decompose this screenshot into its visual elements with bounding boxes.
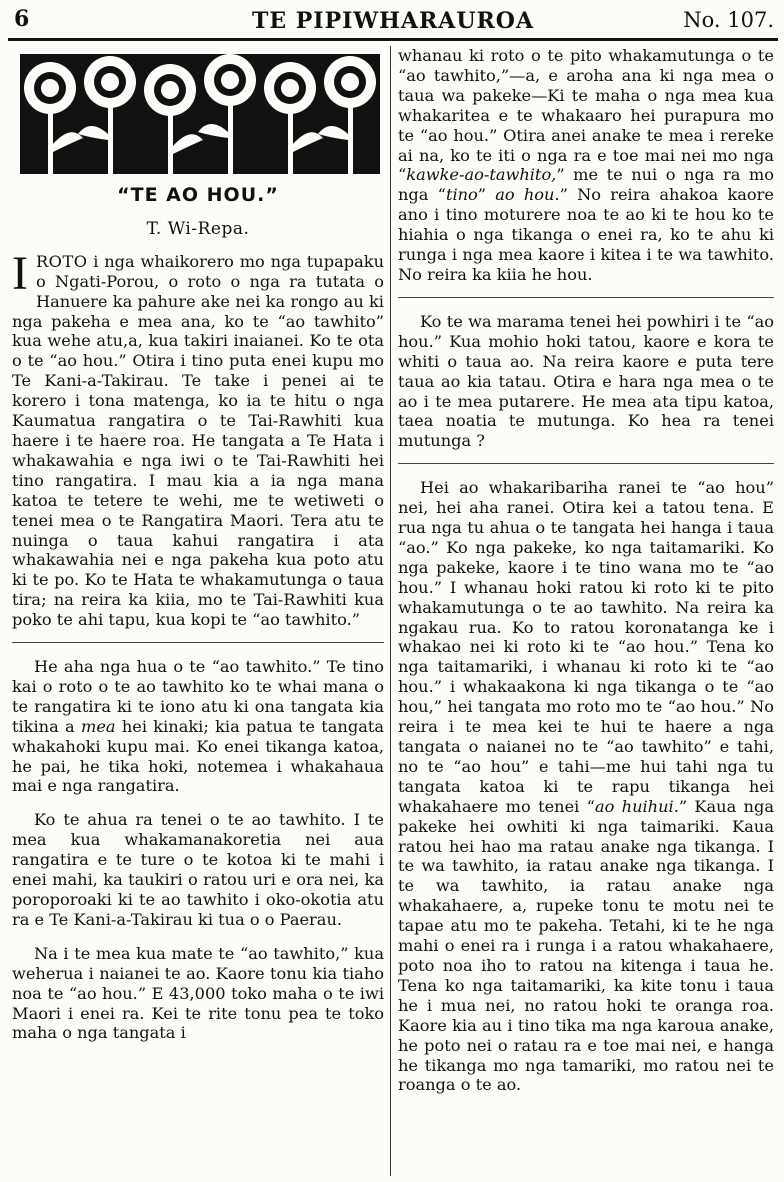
paragraph-separator	[12, 642, 384, 643]
paragraph-1: IROTO i nga whaikorero mo nga tupapaku o Ngati-Porou, o roto o nga ra tutata o Hanuere ka pahure ake nei ka rongo au ki nga pakeha e mea ana, ko te “ao tawhito” kua wehe atu,a, kua takiri inaianei. Ko te ota o te “ao hou.” Otira i tino puta enei kupu mo Te Kani-a-Takirau. Te take i penei ai te korero i tona matenga, ko ia te hitu o nga Kaumatua rangatira o te Tai-Rawhiti kua haere i te haere roa. He tangata a Te Hata i whakawahia e nga iwi o te Tai-Rawhiti hei tino rangatira. I mau kia a ia nga mana katoa te tetere te wehi, me te wetiweti o tenei mea o te Rangatira Maori. Tera atu te nuinga o taua kahui rangatira i ata whakawahia nei e nga pakeha kua poto atu ki te po. Ko te Hata te whakamutunga o taua tira; na reira ka kiia, mo te Tai-Rawhiti kua poko te ahi tapu, kua kopi te “ao tawhito.”	[12, 246, 384, 630]
paragraph-4: Na i te mea kua mate te “ao tawhito,” kua weherua i naianei te ao. Kaore tonu kia tiaho noa te “ao hou.” E 43,000 toko maha o te iwi Maori i enei ra. Kei te rite tonu pea te toko maha o nga tangata i	[12, 943, 384, 1043]
left-column	[12, 46, 384, 1043]
paragraph-6: Ko te wa marama tenei hei powhiri i te “ao hou.” Kua mohio hoki tatou, kaore e kora te whiti o taua ao. Na reira kaore e puta tere taua ao kia tatau. Otira e hara nga mea o te ao i te mea putarere. He mea ata tipu katoa, taea noatia te mutunga. Ko hea ra tenei mutunga ?	[398, 311, 774, 451]
page-header	[8, 6, 778, 40]
paragraph-separator	[398, 297, 774, 298]
flower-banner-illustration	[20, 54, 380, 174]
header-rule	[8, 38, 778, 41]
article-author: T. Wi-Repa.	[146, 218, 250, 239]
right-column	[398, 46, 774, 1095]
paragraph-7: Hei ao whakaribariha ranei te “ao hou” nei, hei aha ranei. Otira kei a tatou tena. E rua nga tu ahua o te tangata hei hanga i taua “ao.” Ko nga pakeke, ko nga taitamariki. Ko nga pakeke, kaore i te tino wana mo te “ao hou.” I whanau hoki ratou ki roto ki te pito whakamutunga o te ao tawhito. Na reira ka ngakau rua. Ko to ratou koronatanga ke i whakao nei ki roto ki te “ao hou.” Tena ko nga taitamariki, i whanau ki roto ki te “ao hou.” i whakaakona ki nga tikanga o te “ao hou,” hei tangata mo roto mo te “ao hou.” No reira i te mea kei te hui te haere a nga tangata o naianei no te “ao tawhito” e tahi, no te “ao hou” e tahi—me hui tahi nga tu tangata katoa ki te rapu tikanga hei whakahaere mo tenei “ao huihui.” Kaua nga pakeke hei owhiti ki nga taimariki. Kaua ratou hei hao ma ratau anake nga tikanga. I te wa tawhito, ia ratau anake nga tikanga. I te wa tawhito, ia ratau anake nga whakahaere, a, rupeke tonu te motu nei te tapae atu mo te pakeha. Tetahi, ki te he nga mahi o enei ra i runga i a ratou whakahaere, poto noa iho to ratou na kitenga i taua he. Tena ko nga taitamariki, ka kite tonu i taua he i mua nei, no ratou hoki te oranga roa. Kaore kia au i tino tika ma nga karoua anake, he poto nei o ratau ra e toe mai nei, e hanga he tikanga mo nga tamariki, mo ratou nei te roanga o te ao.	[398, 478, 774, 1095]
column-divider	[390, 46, 391, 1176]
drop-cap: I	[12, 246, 28, 300]
publication-title: TE PIPIWHARAUROA	[251, 8, 535, 34]
issue-number: No. 107.	[683, 8, 774, 32]
paragraph-5: whanau ki roto o te pito whakamutunga o te “ao tawhito,”—a, e aroha ana ki nga mea o taua wa pakeke—Ki te maha o nga mea kua whakaritea e te whakaaro hei purapura mo te “ao hou.” Otira anei anake te mea i rereke ai na, ko te iti o nga ra e toe mai nei mo nga “kawke-ao-tawhito,” me te nui o nga ra mo nga “tino” ao hou.” No reira ahakoa kaore ano i tino moturere noa te ao ki te hou ko te hiahia o nga tikanga o enei ra, ko te ahu ki runga i nga mea kaore i kitea i te wa tawhito. No reira ka kiia he hou.	[398, 46, 774, 284]
paragraph-2: He aha nga hua o te “ao tawhito.” Te tino kai o roto o te ao tawhito ko te whai mana o te rangatira ki te iono atu ki ona tangata kia tikina a mea hei kinaki; kia patua te tangata whakahoki kupu mai. Ko enei tikanga katoa, he pai, he tika hoki, notemea i whakahaua mai e nga rangatira.	[12, 657, 385, 796]
paragraph-separator	[398, 463, 774, 464]
article-title: “TE AO HOU.”	[117, 184, 279, 206]
page-number: 6	[14, 6, 30, 32]
paragraph-3: Ko te ahua ra tenei o te ao tawhito. I te mea kua whakamanakoretia nei aua rangatira e te ture o te kotoa ki te mahi i enei mahi, ka taukiri o ratou uri e ora nei, ka poroporoaki ki te ao tawhito i oko-okotia atu ra e Te Kani-a-Takirau ki tua o o Paerau.	[12, 810, 384, 929]
